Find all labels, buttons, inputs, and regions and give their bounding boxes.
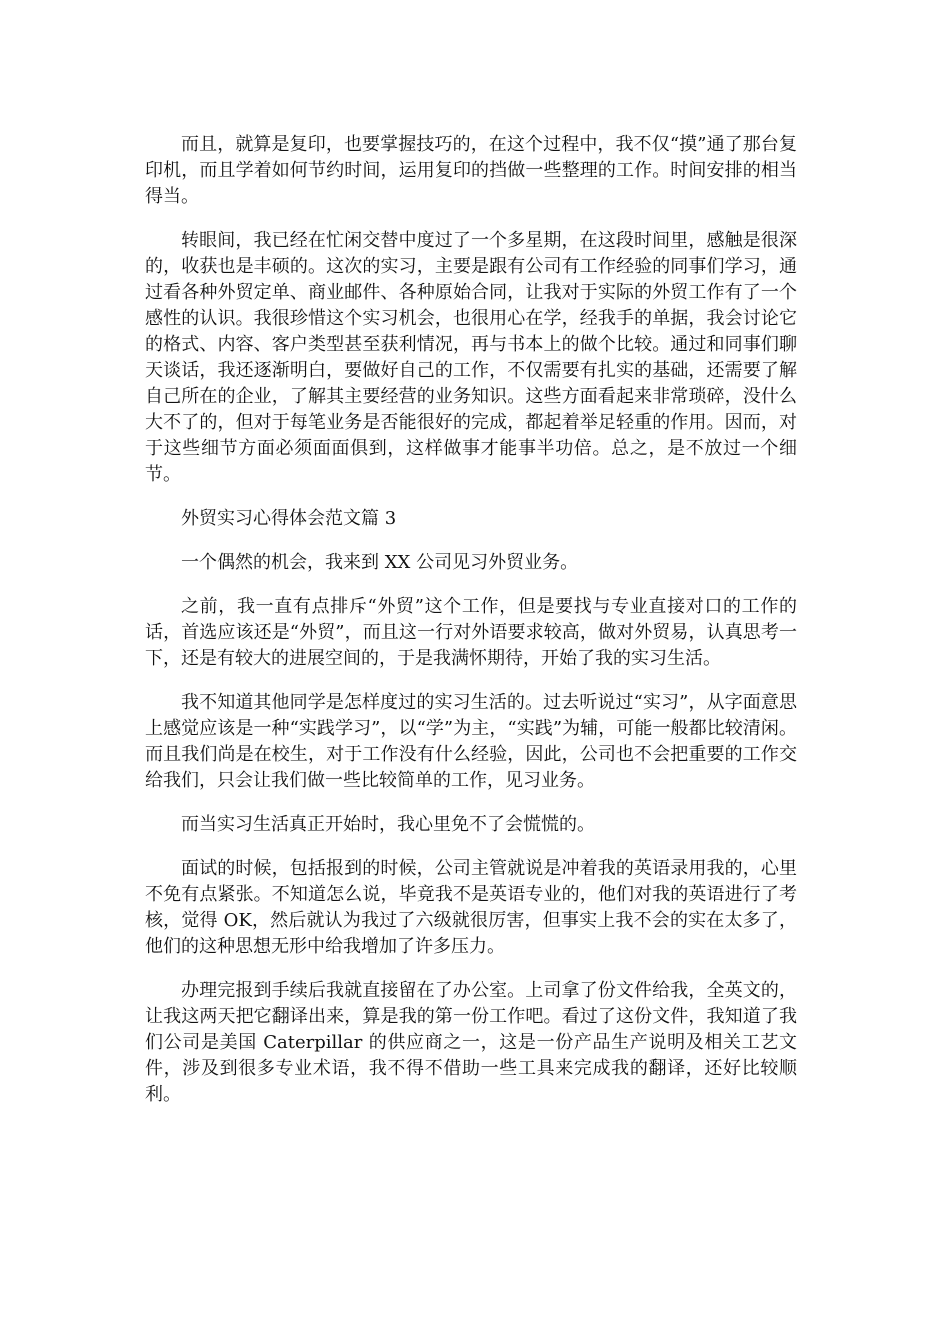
paragraph-one-week-reflection: 转眼间，我已经在忙闲交替中度过了一个多星期，在这段时间里，感触是很深的，收获也是丰硕的。这次的实习，主要是跟有公司有工作经验的同事们学习，通过看各种外贸定单、商业邮件、各种原始合同，让我对于实际的外贸工作有了一个感性的认识。我很珍惜这个实习机会，也很用心在学，经我手的单据，我会讨论它的格式、内容、客户类型甚至获利情况，再与书本上的做个比较。通过和同事们聊天谈话，我还逐渐明白，要做好自己的工作，不仅需要有扎实的基础，还需要了解自己所在的企业，了解其主要经营的业务知识。这些方面看起来非常琐碎，没什么大不了的，但对于每笔业务是否能很好的完成，都起着举足轻重的作用。因而，对于这些细节方面必须面面俱到，这样做事才能事半功倍。总之，是不放过一个细节。 <box>145 230 797 485</box>
paragraph-first-task: 办理完报到手续后我就直接留在了办公室。上司拿了份文件给我，全英文的，让我这两天把它翻译出来，算是我的第一份工作吧。看过了这份文件，我知道了我们公司是美国 Caterpillar 的供应商之一，这是一份产品生产说明及相关工艺文件，涉及到很多专业术语，我不得不借助一些工具来完成我的翻译，还好比较顺利。 <box>145 980 797 1105</box>
paragraph-nervous: 而当实习生活真正开始时，我心里免不了会慌慌的。 <box>181 814 595 835</box>
paragraph-arrival: 一个偶然的机会，我来到 XX 公司见习外贸业务。 <box>181 552 579 573</box>
paragraph-interview: 面试的时候，包括报到的时候，公司主管就说是冲着我的英语录用我的，心里不免有点紧张。不知道怎么说，毕竟我不是英语专业的，他们对我的英语进行了考核，觉得 OK，然后就认为我过了六级就很厉害，但事实上我不会的实在太多了，他们的这种思想无形中给我增加了许多压力。 <box>145 858 797 957</box>
paragraph-expectations: 我不知道其他同学是怎样度过的实习生活的。过去听说过“实习”，从字面意思上感觉应该是一种“实践学习”，以“学”为主，“实践”为辅，可能一般都比较清闲。而且我们尚是在校生，对于工作没有什么经验，因此，公司也不会把重要的工作交给我们，只会让我们做一些比较简单的工作，见习业务。 <box>145 692 797 791</box>
section-heading: 外贸实习心得体会范文篇 3 <box>181 508 397 529</box>
paragraph-copying-skills: 而且，就算是复印，也要掌握技巧的，在这个过程中，我不仅“摸”通了那台复印机，而且学着如何节约时间，运用复印的挡做一些整理的工作。时间安排的相当得当。 <box>145 134 797 207</box>
document-page <box>145 132 797 1126</box>
paragraph-before: 之前，我一直有点排斥“外贸”这个工作，但是要找与专业直接对口的工作的话，首选应该还是“外贸”，而且这一行对外语要求较高，做对外贸易，认真思考一下，还是有较大的进展空间的，于是我满怀期待，开始了我的实习生活。 <box>145 596 797 669</box>
